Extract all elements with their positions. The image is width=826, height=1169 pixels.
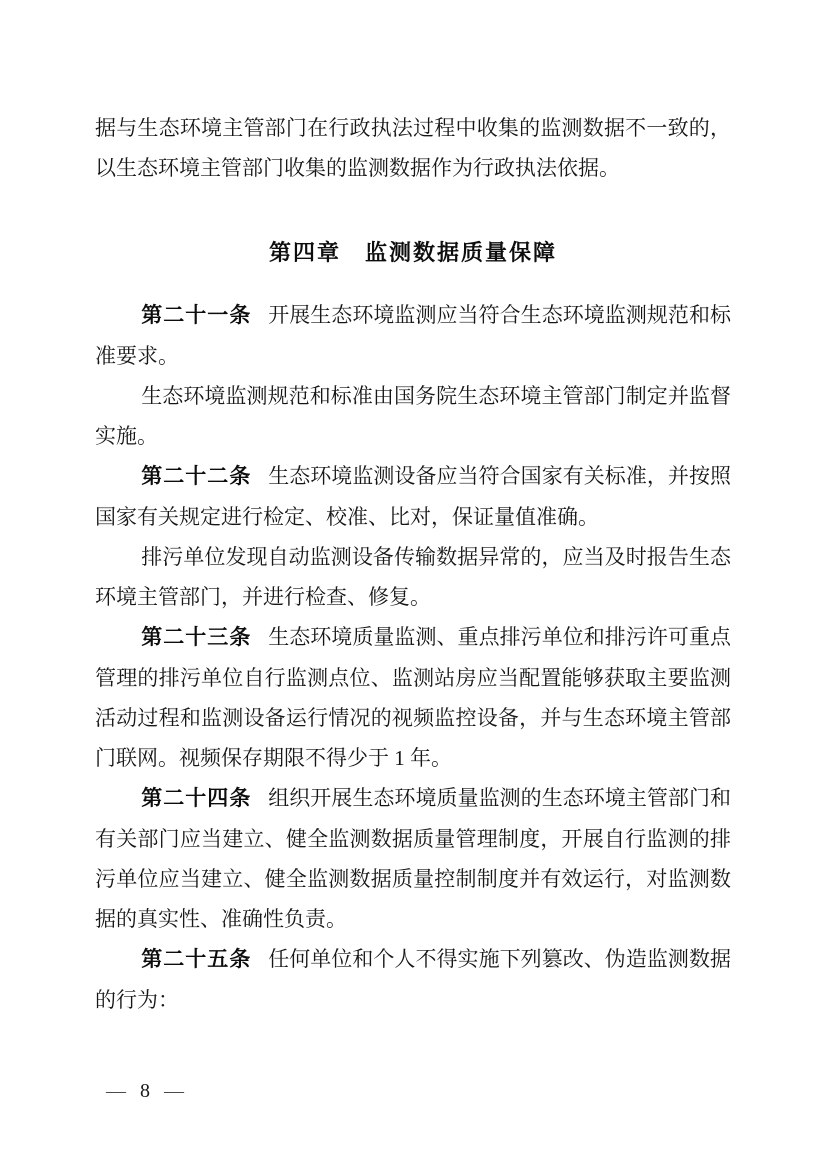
paragraph-continuation: 据与生态环境主管部门在行政执法过程中收集的监测数据不一致的，以生态环境主管部门收集的监测数据作为行政执法依据。 [95,116,731,180]
article-21-paragraph [95,295,731,376]
article-25-text: 任何单位和个人不得实施下列篡改、伪造监测数据的行为： [95,947,732,1012]
page-number: 8 [140,1080,150,1102]
chapter-heading: 第四章 监测数据质量保障 [268,240,557,265]
footer-right-dash: — [164,1080,184,1102]
article-25-paragraph [95,939,731,1020]
page-footer [106,1078,184,1104]
article-25-number: 第二十五条 [141,948,252,971]
article-21-text: 开展生态环境监测应当符合生态环境监测规范和标准要求。 [95,303,732,368]
document-body [95,108,731,1020]
article-21-number: 第二十一条 [141,304,252,327]
article-21-paragraph-2 [95,376,731,456]
article-22-paragraph [95,456,731,537]
article-24-number: 第二十四条 [141,787,252,810]
article-23-text: 生态环境质量监测、重点排污单位和排污许可重点管理的排污单位自行监测点位、监测站房应当配置能够获取主要监测活动过程和监测设备运行情况的视频监控设备，并与生态环境主管部门联网。视频保存期限不得少于 1 年。 [95,625,732,770]
article-22-paragraph-2-text: 排污单位发现自动监测设备传输数据异常的，应当及时报告生态环境主管部门，并进行检查、修复。 [95,545,731,609]
article-24-text: 组织开展生态环境质量监测的生态环境主管部门和有关部门应当建立、健全监测数据质量管理制度，开展自行监测的排污单位应当建立、健全监测数据质量控制制度并有效运行，对监测数据的真实性、准确性负责。 [95,786,732,931]
article-23-number: 第二十三条 [141,626,252,649]
article-22-text: 生态环境监测设备应当符合国家有关标准，并按照国家有关规定进行检定、校准、比对，保证量值准确。 [95,464,732,529]
article-21-paragraph-2-text: 生态环境监测规范和标准由国务院生态环境主管部门制定并监督实施。 [95,384,731,448]
article-23-paragraph [95,617,731,778]
article-22-number: 第二十二条 [141,465,252,488]
footer-left-dash: — [106,1080,126,1102]
article-24-paragraph [95,778,731,939]
article-22-paragraph-2 [95,537,731,617]
